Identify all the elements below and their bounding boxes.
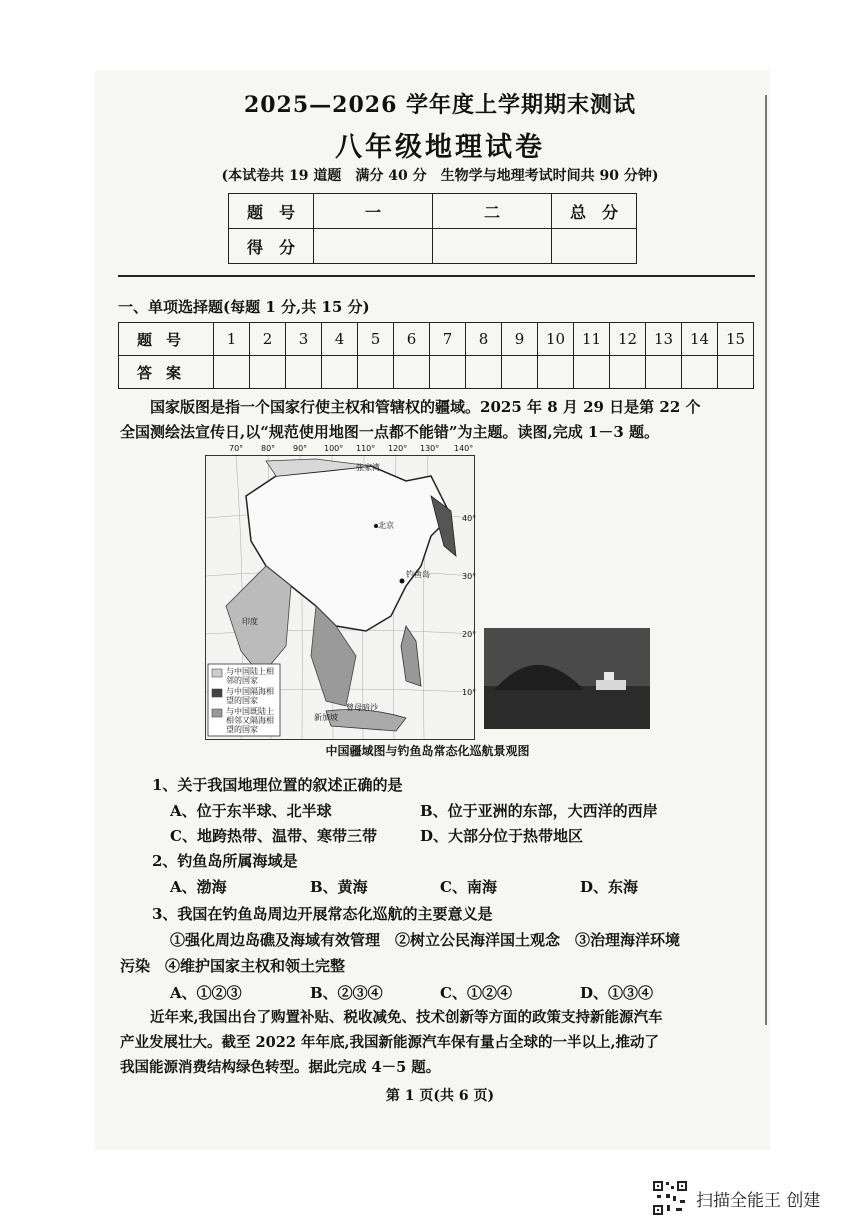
answer-blank-cell[interactable]: [610, 356, 646, 389]
option-2c: C、南海: [440, 878, 497, 896]
page-footer: 第 1 页(共 6 页): [385, 1088, 495, 1104]
answer-blank-cell[interactable]: [538, 356, 574, 389]
answer-blank-cell[interactable]: [322, 356, 358, 389]
place-label: 印度: [242, 617, 258, 626]
separator-rule: [118, 275, 755, 277]
score-table-row: [229, 194, 637, 229]
answer-table: [118, 322, 754, 389]
place-label: 北京: [378, 521, 394, 530]
answer-blank-cell[interactable]: [394, 356, 430, 389]
score-table-row: [229, 229, 637, 264]
answer-number-cell: 10: [538, 323, 574, 356]
answer-number-cell: 2: [250, 323, 286, 356]
answer-blank-cell[interactable]: [682, 356, 718, 389]
exam-subject-title: 八年级地理试卷: [335, 132, 545, 163]
legend-label: 与中国陆上相邻的国家: [226, 667, 274, 685]
answer-number-cell: 9: [502, 323, 538, 356]
question-3-statements: 污染 ④维护国家主权和领土完整: [120, 957, 346, 975]
place-label: 钓鱼岛: [406, 570, 430, 579]
scanner-label: 扫描全能王 创建: [696, 1190, 821, 1211]
answer-number-cell: 12: [610, 323, 646, 356]
answer-blank-cell[interactable]: [358, 356, 394, 389]
answer-number-cell: 4: [322, 323, 358, 356]
intro2-line: 我国能源消费结构绿色转型。据此完成 4－5 题。: [120, 1059, 441, 1076]
figure-caption: 中国疆域图与钓鱼岛常态化巡航景观图: [325, 744, 530, 758]
longitude-label: 90°: [293, 444, 308, 453]
qr-code-icon: [652, 1180, 688, 1216]
option-3a: A、①②③: [170, 984, 242, 1002]
option-3d: D、①③④: [580, 984, 654, 1002]
answer-blank-cell[interactable]: [466, 356, 502, 389]
answer-number-cell: 3: [286, 323, 322, 356]
answer-blank-cell[interactable]: [502, 356, 538, 389]
score-cell: [433, 229, 552, 264]
score-cell: [552, 229, 637, 264]
question-3-statements: ①强化周边岛礁及海域有效管理 ②树立公民海洋国土观念 ③治理海洋环境: [170, 931, 681, 949]
longitude-label: 140°: [454, 444, 474, 453]
longitude-label: 110°: [356, 444, 376, 453]
answer-number-row: [119, 323, 754, 356]
answer-row-label: 题号: [119, 323, 214, 356]
latitude-label: 40°: [462, 514, 477, 523]
answer-blank-cell[interactable]: [646, 356, 682, 389]
answer-number-cell: 14: [682, 323, 718, 356]
answer-number-cell: 8: [466, 323, 502, 356]
option-1b: B、位于亚洲的东部，大西洋的西岸: [420, 802, 658, 820]
scanner-watermark: [652, 1180, 820, 1216]
option-1a: A、位于东半球、北半球: [170, 802, 332, 820]
question-2-stem: 2、钓鱼岛所属海域是: [152, 852, 298, 870]
longitude-label: 100°: [324, 444, 344, 453]
answer-number-cell: 1: [214, 323, 250, 356]
photo-drawing: [484, 628, 650, 729]
answer-number-cell: 11: [574, 323, 610, 356]
intro-line: 国家版图是指一个国家行使主权和管辖权的疆域。2025 年 8 月 29 日是第 22 个: [150, 398, 701, 416]
longitude-label: 130°: [420, 444, 440, 453]
place-label: 新加坡: [314, 713, 338, 722]
diaoyu-patrol-photo: [484, 628, 650, 729]
score-header-cell: 二: [433, 194, 552, 229]
answer-blank-cell[interactable]: [430, 356, 466, 389]
intro2-line: 产业发展壮大。截至 2022 年年底,我国新能源汽车保有量占全球的一半以上,推动了: [120, 1034, 660, 1051]
longitude-label: 70°: [229, 444, 244, 453]
exam-year-title: 2025—2026 学年度上学期期末测试: [243, 92, 637, 118]
latitude-label: 20°: [462, 630, 477, 639]
place-label: 张家湾: [356, 463, 380, 472]
section-title: 一、单项选择题(每题 1 分,共 15 分): [118, 298, 370, 316]
answer-blank-cell[interactable]: [214, 356, 250, 389]
answer-blank-row: [119, 356, 754, 389]
option-2b: B、黄海: [310, 878, 368, 896]
option-1c: C、地跨热带、温带、寒带三带: [170, 827, 377, 845]
answer-number-cell: 5: [358, 323, 394, 356]
question-1-stem: 1、关于我国地理位置的叙述正确的是: [152, 776, 403, 794]
score-header-cell: 题 号: [229, 194, 314, 229]
answer-number-cell: 15: [718, 323, 754, 356]
legend-label: 与中国隔海相望的国家: [226, 687, 274, 705]
option-3c: C、①②④: [440, 984, 512, 1002]
answer-number-cell: 6: [394, 323, 430, 356]
score-label-cell: 得 分: [229, 229, 314, 264]
answer-row-label: 答案: [119, 356, 214, 389]
longitude-label: 80°: [261, 444, 276, 453]
option-3b: B、②③④: [310, 984, 383, 1002]
option-1d: D、大部分位于热带地区: [420, 827, 584, 845]
china-territory-map: [205, 444, 477, 740]
score-table: [228, 193, 637, 264]
question-3-stem: 3、我国在钓鱼岛周边开展常态化巡航的主要意义是: [152, 905, 493, 923]
place-label: 曾母暗沙: [346, 703, 378, 712]
latitude-label: 30°: [462, 572, 477, 581]
option-2a: A、渤海: [170, 878, 227, 896]
legend-label: 与中国既陆上相邻又隔海相望的国家: [226, 707, 274, 734]
score-header-cell: 总 分: [552, 194, 637, 229]
score-header-cell: 一: [314, 194, 433, 229]
answer-blank-cell[interactable]: [286, 356, 322, 389]
intro-line: 全国测绘法宣传日,以“规范使用地图一点都不能错”为主题。读图,完成 1－3 题。: [120, 423, 660, 441]
answer-blank-cell[interactable]: [250, 356, 286, 389]
binding-line: [765, 95, 767, 1025]
intro2-line: 近年来,我国出台了购置补贴、税收减免、技术创新等方面的政策支持新能源汽车: [150, 1009, 663, 1026]
score-cell: [314, 229, 433, 264]
answer-number-cell: 13: [646, 323, 682, 356]
option-2d: D、东海: [580, 878, 639, 896]
latitude-label: 10°: [462, 688, 477, 697]
longitude-label: 120°: [388, 444, 408, 453]
exam-subtitle: (本试卷共 19 道题 满分 40 分 生物学与地理考试时间共 90 分钟): [221, 168, 659, 184]
answer-number-cell: 7: [430, 323, 466, 356]
answer-blank-cell[interactable]: [718, 356, 754, 389]
answer-blank-cell[interactable]: [574, 356, 610, 389]
